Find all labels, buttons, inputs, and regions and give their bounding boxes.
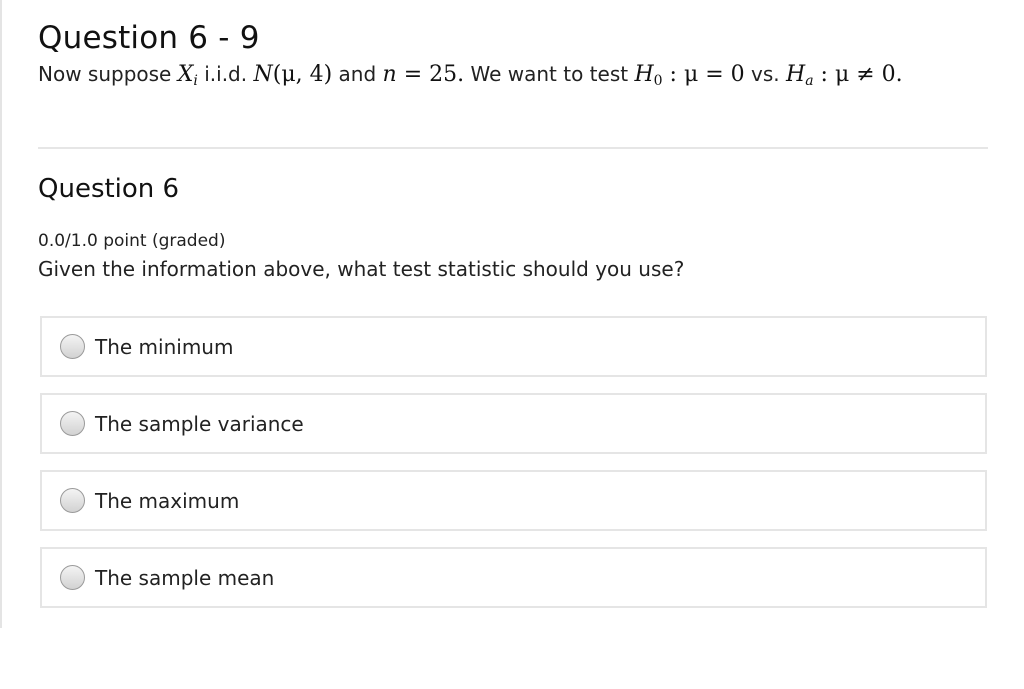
choice-sample-mean[interactable]	[40, 547, 987, 608]
math-n: n	[382, 62, 397, 87]
choice-label: The minimum	[95, 334, 234, 359]
choice-maximum[interactable]	[40, 470, 987, 531]
intro-text: Now suppose	[38, 62, 178, 86]
section-divider	[38, 147, 988, 149]
intro-text: We want to test	[464, 62, 635, 86]
choice-label: The sample mean	[95, 565, 275, 590]
left-border	[0, 0, 2, 628]
math-dist-args: (μ, 4)	[272, 62, 333, 87]
math-x: X	[177, 62, 194, 87]
problem-intro	[38, 62, 903, 87]
radio-button[interactable]	[60, 334, 85, 359]
math-ha-subscript: a	[805, 73, 814, 89]
math-dist-symbol: N	[253, 62, 273, 87]
choice-sample-variance[interactable]	[40, 393, 987, 454]
radio-button[interactable]	[60, 565, 85, 590]
radio-button[interactable]	[60, 411, 85, 436]
intro-text: vs.	[744, 62, 786, 86]
intro-text: i.i.d.	[197, 62, 254, 86]
problem-group-title: Question 6 - 9	[38, 20, 260, 56]
question-prompt: Given the information above, what test statistic should you use?	[38, 257, 685, 281]
intro-text: and	[332, 62, 383, 86]
choice-label: The sample variance	[95, 411, 304, 436]
math-h0-expr: : μ = 0	[662, 62, 745, 87]
math-h0: H	[634, 62, 654, 87]
radio-button[interactable]	[60, 488, 85, 513]
question-points: 0.0/1.0 point (graded)	[38, 231, 226, 251]
math-n-value: = 25.	[396, 62, 465, 87]
question-title: Question 6	[38, 174, 180, 204]
math-ha: H	[786, 62, 806, 87]
math-x-subscript: i	[193, 73, 198, 89]
math-ha-expr: : μ ≠ 0.	[813, 62, 903, 87]
math-h0-subscript: 0	[653, 73, 663, 89]
choice-label: The maximum	[95, 488, 240, 513]
choice-minimum[interactable]	[40, 316, 987, 377]
answer-choices	[40, 316, 987, 624]
